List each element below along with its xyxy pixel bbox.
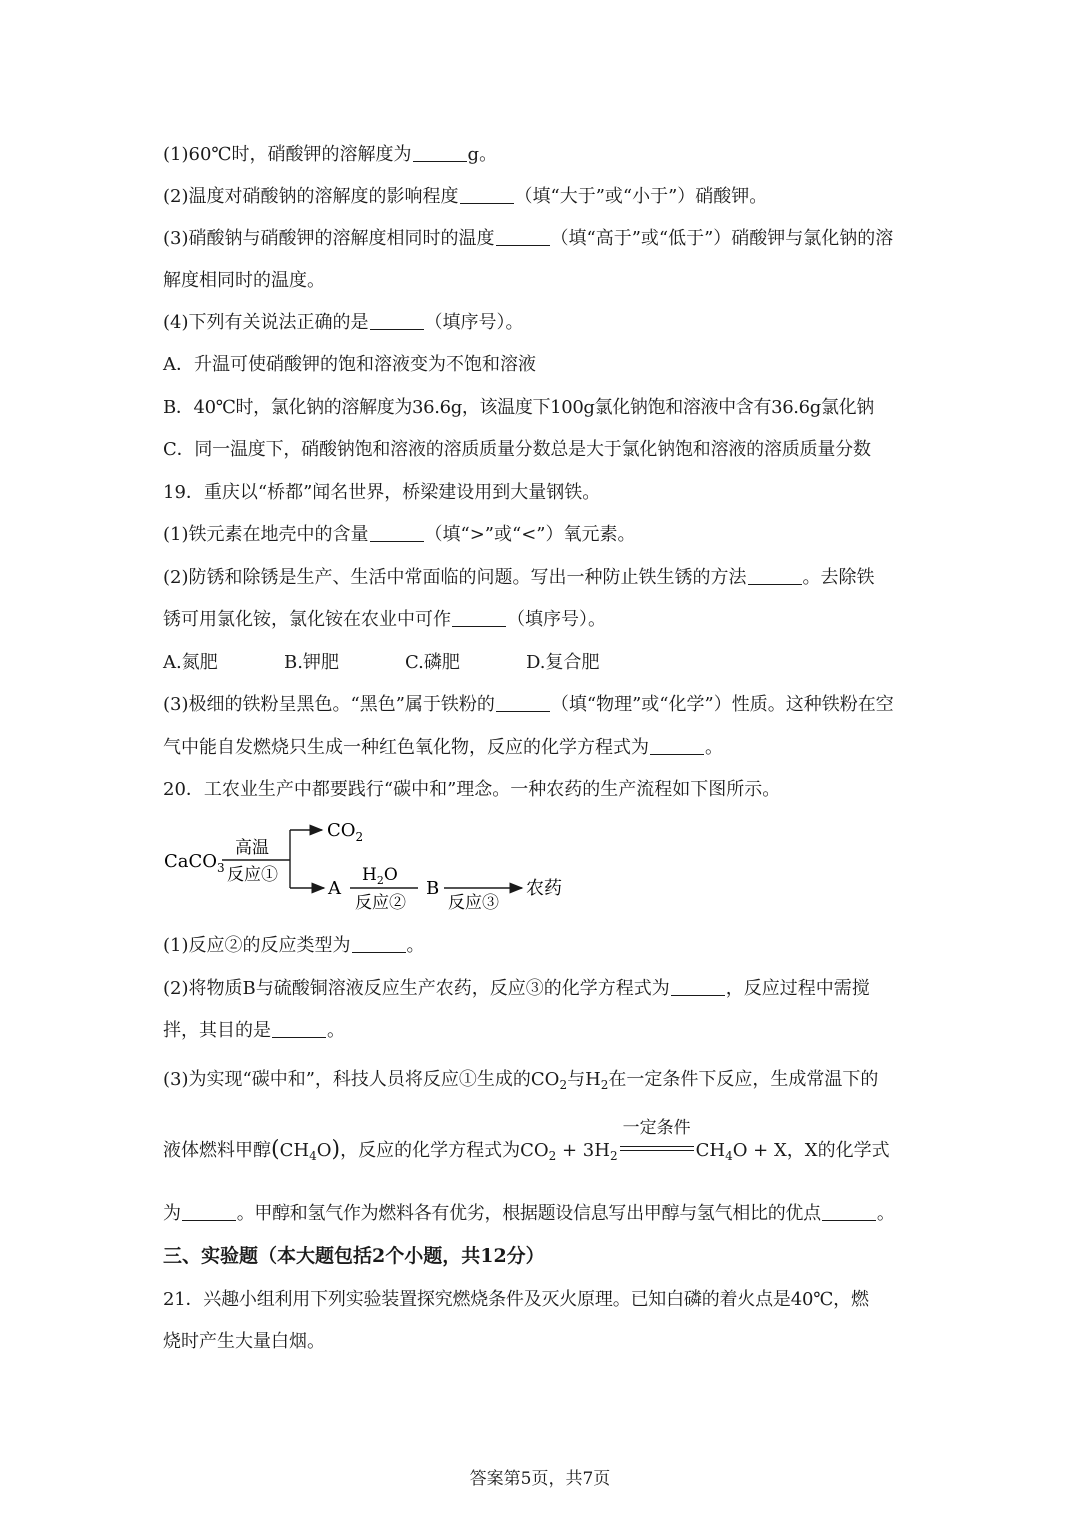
- flow-a: A: [328, 878, 341, 899]
- flow-cond1-top: 高温: [235, 838, 269, 858]
- answer-blank[interactable]: [496, 227, 550, 246]
- q18-option-b: B．40℃时，氯化钠的溶解度为36.6g，该温度下100g氯化钠饱和溶液中含有36.6g氯化钠: [163, 397, 874, 418]
- answer-blank[interactable]: [650, 736, 704, 755]
- q20-part3: (3)为实现“碳中和”，科技人员将反应①生成的$CO_2$与$H_2$在一定条件下反应，生成常温下的: [163, 1069, 879, 1092]
- answer-blank[interactable]: [413, 143, 467, 162]
- answer-blank[interactable]: [272, 1019, 326, 1038]
- q20-stem: 20．工农业生产中都要践行“碳中和”理念。一种农药的生产流程如下图所示。: [163, 779, 781, 800]
- q19-part1: (1)铁元素在地壳中的含量 （填“>”或“<”）氧元素。: [163, 524, 636, 545]
- option-b: B.钾肥: [284, 652, 339, 673]
- flow-cond3-bottom: 反应③: [448, 893, 499, 913]
- q18-part4: (4)下列有关说法正确的是 （填序号）。: [163, 312, 524, 333]
- answer-blank[interactable]: [370, 523, 424, 542]
- flow-caco3: CaCO$_3$: [164, 851, 225, 875]
- q18-part3: (3)硝酸钠与硝酸钾的溶解度相同时的温度 （填“高于”或“低于”）硝酸钾与氯化钠的溶: [163, 228, 894, 249]
- answer-blank[interactable]: [671, 977, 725, 996]
- answer-blank[interactable]: [182, 1202, 236, 1221]
- q19-options: [163, 651, 923, 675]
- q20-part2-cont: 拌，其目的是 。: [163, 1020, 345, 1041]
- page-footer: 答案第5页，共7页: [469, 1469, 611, 1489]
- answer-blank[interactable]: [496, 693, 550, 712]
- flow-pesticide: 农药: [526, 878, 562, 899]
- q20-part2: (2)将物质B与硫酸铜溶液反应生产农药，反应③的化学方程式为 ，反应过程中需搅: [163, 978, 870, 999]
- q18-option-a: A．升温可使硝酸钾的饱和溶液变为不饱和溶液: [163, 354, 536, 375]
- production-flow-diagram: [160, 815, 580, 920]
- answer-blank[interactable]: [370, 311, 424, 330]
- flow-b: B: [426, 878, 440, 899]
- q19-stem: 19．重庆以“桥都”闻名世界，桥梁建设用到大量钢铁。: [163, 482, 601, 503]
- answer-blank[interactable]: [460, 185, 514, 204]
- q19-part3-cont: 气中能自发燃烧只生成一种红色氧化物，反应的化学方程式为 。: [163, 737, 723, 758]
- q20-part3-cont: 为 。甲醇和氢气作为燃料各有优劣，根据题设信息写出甲醇与氢气相比的优点 。: [163, 1203, 895, 1224]
- q21-stem: 21．兴趣小组利用下列实验装置探究燃烧条件及灭火原理。已知白磷的着火点是40℃，燃: [163, 1289, 869, 1310]
- q20-part1: (1)反应②的反应类型为 。: [163, 935, 425, 956]
- flow-co2: $CO_2$: [327, 820, 364, 844]
- flow-cond1-bottom: 反应①: [227, 865, 278, 885]
- answer-blank[interactable]: [352, 934, 406, 953]
- option-c: C.磷肥: [405, 652, 460, 673]
- flow-cond2-bottom: 反应②: [355, 893, 406, 913]
- q19-part2: (2)防锈和除锈是生产、生活中常面临的问题。写出一种防止铁生锈的方法 。去除铁: [163, 567, 875, 588]
- q18-option-c: C．同一温度下，硝酸钠饱和溶液的溶质质量分数总是大于氯化钠饱和溶液的溶质质量分数: [163, 439, 871, 460]
- q18-part2: (2)温度对硝酸钠的溶解度的影响程度 （填“大于”或“小于”）硝酸钾。: [163, 186, 768, 207]
- q20-part3-equation-line: 液体燃料甲醇$(CH_4O)$，反应的化学方程式为$CO_2 + 3H_2$ 一定条件 $CH_4O + X$，X的化学式: [163, 1118, 890, 1163]
- q21-stem-cont: 烧时产生大量白烟。: [163, 1331, 325, 1352]
- q19-part3: (3)极细的铁粉呈黑色。“黑色”属于铁粉的 （填“物理”或“化学”）性质。这种铁粉在空: [163, 694, 894, 715]
- q18-part1: (1)60℃时，硝酸钾的溶解度为 g。: [163, 144, 498, 165]
- section-heading: 三、实验题（本大题包括2个小题，共12分）: [163, 1245, 545, 1267]
- reaction-condition: 一定条件: [618, 1138, 696, 1162]
- option-d: D.复合肥: [526, 652, 600, 673]
- option-a: A.氮肥: [163, 652, 218, 673]
- flow-cond2-top: $H_2O$: [362, 865, 398, 887]
- q19-part2-cont: 锈可用氯化铵，氯化铵在农业中可作 （填序号）。: [163, 609, 606, 630]
- answer-blank[interactable]: [822, 1202, 876, 1221]
- answer-blank[interactable]: [748, 566, 802, 585]
- answer-blank[interactable]: [452, 608, 506, 627]
- q18-part3-cont: 解度相同时的温度。: [163, 270, 325, 291]
